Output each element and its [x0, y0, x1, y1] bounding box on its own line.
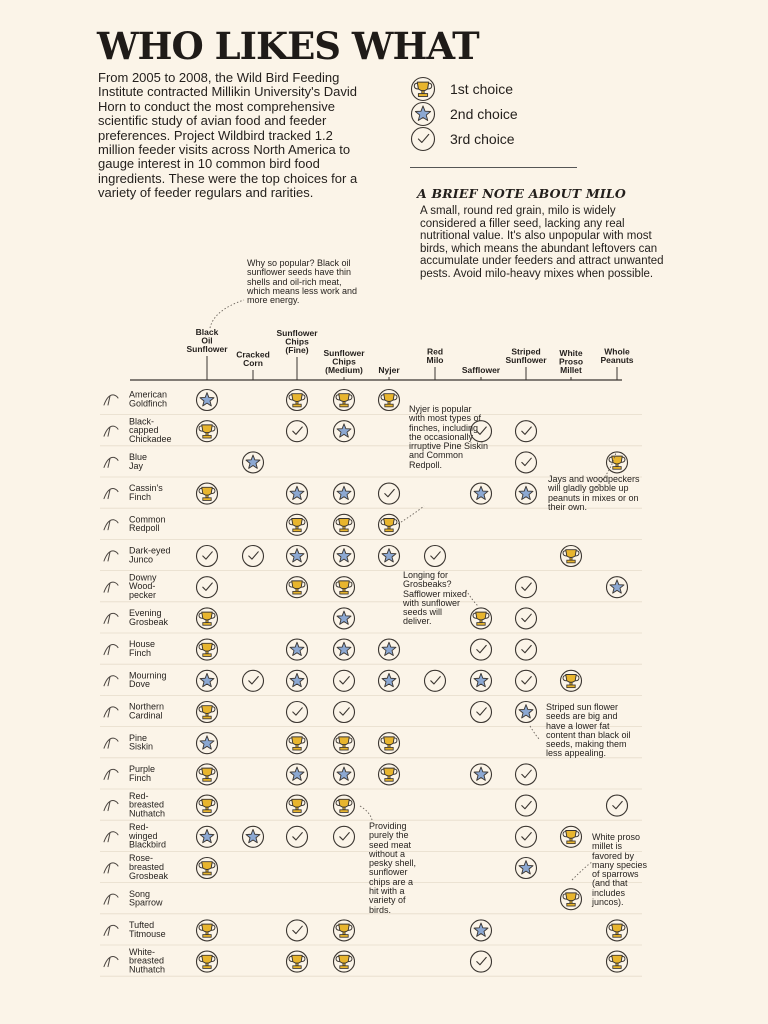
bird-name-label: breasted: [129, 955, 165, 966]
trophy-icon: [287, 795, 308, 816]
annotation-striped: Striped sun flower seeds are big and have a lower fat content than black oil seeds, making them less appealing.: [546, 702, 631, 759]
bird-name-label: Blackbird: [129, 839, 167, 850]
bird-silhouette-icon: [104, 489, 118, 499]
food-column-label: Chips: [332, 356, 356, 367]
bird-name-label: Evening: [129, 608, 162, 618]
trophy-icon: [334, 514, 355, 535]
bird-name-label: Titmouse: [129, 928, 166, 939]
check-icon: [243, 670, 264, 691]
food-column-label: Chips: [285, 336, 309, 347]
legend-label: 3rd choice: [450, 130, 515, 147]
check-icon: [516, 577, 537, 598]
bird-name-label: Red-: [129, 822, 149, 832]
bird-silhouette-icon: [104, 957, 118, 967]
star-icon: [516, 858, 537, 879]
bird-name-label: Goldfinch: [129, 398, 168, 409]
bird-name-label: Song: [129, 888, 151, 899]
food-column-label: Peanuts: [600, 355, 634, 365]
bird-silhouette-icon: [104, 925, 118, 935]
star-icon: [379, 639, 400, 660]
check-icon: [516, 670, 537, 691]
note-title: A BRIEF NOTE ABOUT MILO: [417, 186, 627, 201]
note-body: A small, round red grain, milo is widely considered a filler seed, lacking any real nutritional value. It's also unpopular with most birds, which means the abundant leftovers can accumulate under feeders and attract unwanted pests. Avoid milo-heavy mixes when possible.: [420, 205, 664, 280]
trophy-icon: [287, 577, 308, 598]
star-icon: [379, 546, 400, 567]
bird-row: [100, 416, 642, 445]
food-column-label: Sunflower: [276, 327, 318, 338]
trophy-icon: [197, 483, 218, 504]
trophy-icon: [334, 577, 355, 598]
annotation-leader-line: [530, 726, 540, 740]
trophy-icon: [287, 733, 308, 754]
star-icon: [287, 546, 308, 567]
check-icon: [243, 546, 264, 567]
bird-row: [100, 514, 642, 539]
check-icon: [516, 639, 537, 660]
bird-row: [100, 390, 642, 415]
annotation-millet: White proso millet is favored by many species of sparrows (and that includes juncos).: [592, 832, 648, 908]
check-icon: [197, 546, 218, 567]
food-column-label: Corn: [243, 358, 263, 368]
star-icon: [197, 390, 218, 411]
star-icon: [197, 826, 218, 847]
bird-silhouette-icon: [104, 769, 118, 779]
bird-name-label: winged: [129, 830, 158, 841]
page-title: WHO LIKES WHAT: [97, 24, 479, 68]
check-icon: [287, 826, 308, 847]
bird-silhouette-icon: [104, 645, 118, 655]
star-icon: [334, 421, 355, 442]
bird-name-label: Finch: [129, 492, 152, 502]
bird-row: [100, 546, 642, 571]
bird-name-label: Mourning: [129, 670, 167, 681]
food-column-label: Millet: [560, 365, 582, 375]
star-icon: [334, 608, 355, 629]
annotation-grosbeaks: Longing for Grosbeaks? Safflower mixed with sunflower seeds will deliver.: [403, 570, 467, 627]
legend-label: 1st choice: [450, 80, 514, 97]
check-icon: [516, 608, 537, 629]
bird-name-label: Redpoll: [129, 523, 160, 534]
trophy-icon: [561, 546, 582, 567]
trophy-icon: [379, 733, 400, 754]
bird-name-label: Nuthatch: [129, 964, 166, 975]
bird-row: [100, 791, 642, 820]
star-icon: [197, 670, 218, 691]
bird-row: [100, 764, 642, 789]
trophy-icon: [379, 514, 400, 535]
star-icon: [334, 546, 355, 567]
bird-name-label: Tufted: [129, 920, 155, 930]
check-icon: [471, 639, 492, 660]
bird-name-label: Finch: [129, 648, 152, 658]
bird-name-label: Junco: [129, 554, 154, 565]
star-icon: [197, 733, 218, 754]
annotation-leader-line: [398, 506, 424, 524]
bird-name-label: Jay: [129, 460, 144, 471]
check-icon: [516, 421, 537, 442]
bird-name-label: White-: [129, 946, 156, 957]
check-icon: [516, 452, 537, 473]
bird-name-label: Grosbeak: [129, 616, 169, 627]
bird-name-label: House: [129, 639, 156, 650]
star-icon: [516, 702, 537, 723]
star-icon: [243, 452, 264, 473]
food-column-label: Whole: [604, 346, 630, 357]
annotation-leader-line: [210, 300, 244, 328]
trophy-icon: [334, 390, 355, 411]
trophy-icon: [561, 826, 582, 847]
bird-name-label: Purple: [129, 764, 156, 774]
trophy-icon: [197, 920, 218, 941]
bird-silhouette-icon: [104, 707, 118, 717]
check-icon: [516, 795, 537, 816]
bird-name-label: pecker: [129, 590, 157, 600]
trophy-icon: [471, 608, 492, 629]
check-icon: [425, 546, 446, 567]
trophy-icon: [334, 733, 355, 754]
check-icon: [379, 483, 400, 504]
food-column-label: Cracked: [236, 349, 270, 360]
bird-silhouette-icon: [104, 395, 118, 405]
food-column-label: Safflower: [461, 365, 501, 375]
bird-row: [100, 920, 642, 945]
trophy-icon: [334, 795, 355, 816]
food-column-label: (Fine): [285, 345, 309, 355]
trophy-icon: [561, 889, 582, 910]
check-icon: [471, 702, 492, 723]
star-icon: [607, 577, 628, 598]
bird-silhouette-icon: [104, 457, 118, 467]
annotation-black-oil: Why so popular? Black oil sunflower seeds have thin shells and oil-rich meat, which means less work and more energy.: [247, 258, 358, 306]
trophy-icon: [379, 764, 400, 785]
check-icon: [287, 702, 308, 723]
bird-name-label: Finch: [129, 772, 152, 783]
trophy-icon: [287, 951, 308, 972]
star-icon: [334, 483, 355, 504]
bird-name-label: Nuthatch: [129, 808, 166, 819]
annotation-jays: Jays and woodpeckers will gladly gobble up peanuts in mixes or on their own.: [548, 474, 640, 512]
check-icon: [197, 577, 218, 598]
trophy-icon: [197, 421, 218, 442]
bird-name-label: Pine: [129, 732, 148, 743]
bird-silhouette-icon: [104, 582, 118, 592]
bird-silhouette-icon: [104, 676, 118, 686]
bird-silhouette-icon: [104, 551, 118, 561]
bird-name-label: Chickadee: [129, 434, 172, 444]
check-icon: [287, 421, 308, 442]
star-icon: [471, 764, 492, 785]
star-icon: [334, 639, 355, 660]
annotation-leader-line: [360, 806, 372, 820]
trophy-icon: [561, 670, 582, 691]
bird-name-label: Wood-: [129, 581, 156, 592]
legend-label: 2nd choice: [450, 105, 518, 122]
check-icon: [471, 951, 492, 972]
check-icon: [425, 670, 446, 691]
trophy-icon: [379, 390, 400, 411]
food-column-label: Sunflower: [186, 344, 228, 354]
bird-name-label: American: [129, 389, 168, 400]
check-icon: [607, 795, 628, 816]
check-icon: [516, 826, 537, 847]
bird-name-label: Black-: [129, 416, 155, 427]
star-icon: [287, 670, 308, 691]
bird-name-label: Dark-eyed: [129, 545, 171, 556]
bird-name-label: Dove: [129, 679, 151, 690]
check-icon: [287, 920, 308, 941]
check-icon: [516, 764, 537, 785]
star-icon: [287, 764, 308, 785]
bird-name-label: Common: [129, 514, 166, 525]
star-icon: [471, 483, 492, 504]
food-column-label: Nyjer: [378, 365, 400, 375]
check-icon: [334, 826, 355, 847]
food-column-label: Striped: [511, 346, 541, 357]
star-icon: [287, 483, 308, 504]
bird-name-label: breasted: [129, 862, 165, 872]
food-column-label: Oil: [201, 335, 213, 346]
star-icon: [379, 670, 400, 691]
bird-row: [100, 670, 642, 695]
bird-name-label: Red-: [129, 790, 149, 801]
food-column-label: Milo: [426, 355, 444, 365]
check-icon: [334, 702, 355, 723]
bird-silhouette-icon: [104, 738, 118, 748]
star-icon: [243, 826, 264, 847]
bird-name-label: capped: [129, 425, 159, 436]
bird-row: [100, 608, 642, 633]
trophy-icon: [334, 951, 355, 972]
food-column-label: (Medium): [325, 365, 363, 375]
annotation-chips: Providing purely the seed meat without a pesky shell, sunflower chips are a hit with a variety of birds.: [369, 821, 417, 915]
bird-name-label: Downy: [129, 572, 157, 583]
trophy-icon: [197, 639, 218, 660]
star-icon: [516, 483, 537, 504]
star-icon: [471, 920, 492, 941]
check-icon: [334, 670, 355, 691]
star-icon: [287, 639, 308, 660]
bird-silhouette-icon: [104, 426, 118, 436]
annotation-leader-line: [572, 862, 592, 880]
bird-silhouette-icon: [104, 894, 118, 904]
bird-silhouette-icon: [104, 863, 118, 873]
bird-silhouette-icon: [104, 801, 118, 811]
trophy-icon: [607, 951, 628, 972]
annotation-nyjer: Nyjer is popular with most types of finches, including the occasionally irruptive Pine Siskin and Common Redpoll.: [409, 404, 489, 470]
bird-row: [100, 947, 642, 976]
trophy-icon: [197, 702, 218, 723]
star-icon: [471, 670, 492, 691]
food-column-label: Proso: [558, 356, 584, 367]
bird-name-label: Northern: [129, 701, 165, 712]
bird-name-label: Cardinal: [129, 710, 163, 721]
bird-name-label: Rose-: [129, 853, 154, 864]
bird-silhouette-icon: [104, 613, 118, 623]
star-icon: [334, 764, 355, 785]
trophy-icon: [197, 951, 218, 972]
food-column-label: Black: [195, 326, 219, 337]
trophy-icon: [197, 764, 218, 785]
bird-name-label: breasted: [129, 799, 165, 810]
food-column-label: White: [559, 347, 583, 358]
trophy-icon: [287, 514, 308, 535]
bird-silhouette-icon: [104, 520, 118, 530]
bird-name-label: Cassin's: [129, 483, 163, 494]
bird-row: [100, 639, 642, 664]
food-column-label: Sunflower: [505, 355, 547, 365]
trophy-icon: [607, 452, 628, 473]
trophy-icon: [197, 795, 218, 816]
trophy-icon: [334, 920, 355, 941]
food-column-label: Sunflower: [323, 347, 365, 358]
bird-name-label: Sparrow: [129, 897, 163, 908]
bird-name-label: Siskin: [129, 741, 154, 752]
trophy-icon: [197, 608, 218, 629]
bird-name-label: Blue: [129, 452, 148, 462]
trophy-icon: [607, 920, 628, 941]
trophy-icon: [197, 858, 218, 879]
bird-row: [100, 572, 642, 601]
bird-name-label: Grosbeak: [129, 870, 169, 881]
bird-silhouette-icon: [104, 832, 118, 842]
trophy-icon: [287, 390, 308, 411]
food-column-label: Red: [426, 346, 444, 357]
intro-text: From 2005 to 2008, the Wild Bird Feeding Institute contracted Millikin University's David Horn to conduct the most comprehensive scientific study of avian food and feeder preferences. Project Wildbird tracked 1.2 million feeder visits across North America to gauge interest in 10 common bird food ingredients. These were the top choices for a variety of feeder regulars and rarities.: [98, 70, 358, 201]
